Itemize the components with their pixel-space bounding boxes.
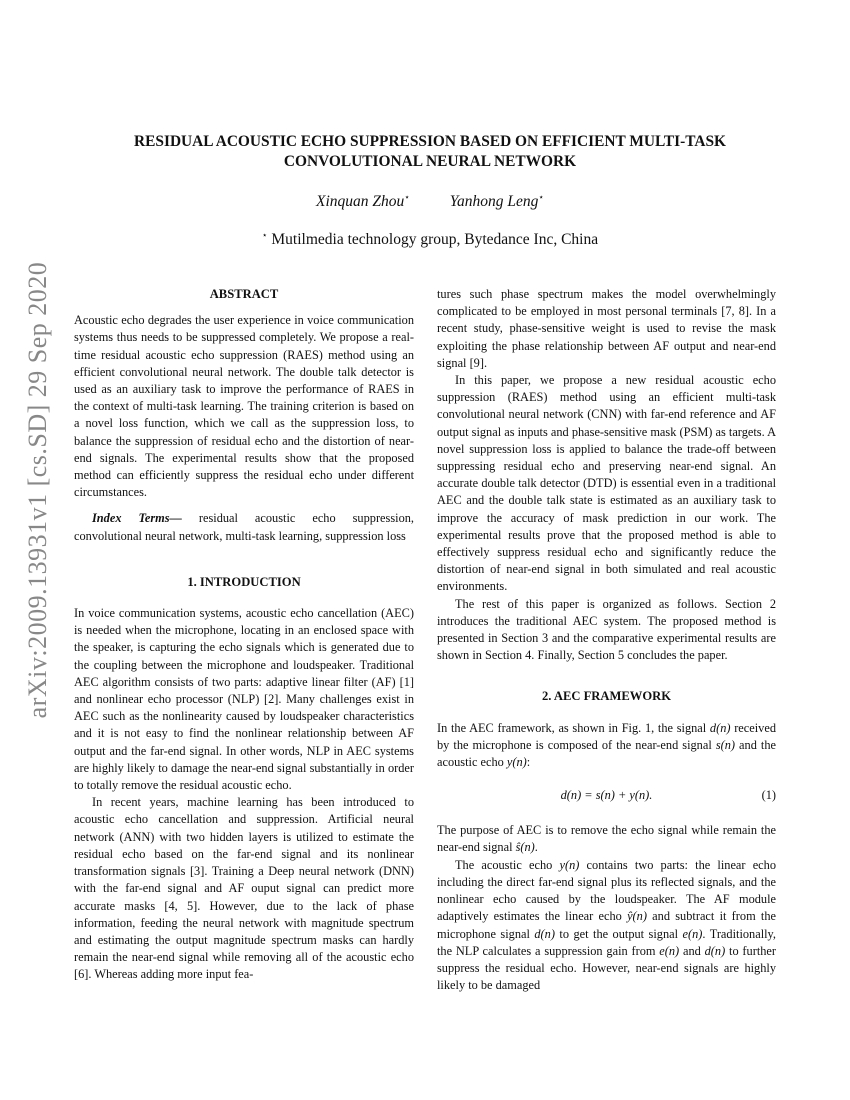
author-1	[316, 193, 410, 210]
intro-paragraph-2-continued: tures such phase spectrum makes the model overwhelmingly complicated to be employed in most personal terminals [7, 8]. In a recent study, phase-sensitive weight is used to revise the mask exploiting the phase relationship between AF output and near-end signal [9].	[437, 287, 776, 370]
math-y-hat-n: ŷ(n)	[627, 909, 647, 924]
author-1-name: Xinquan Zhou	[315, 193, 405, 210]
abstract-heading: ABSTRACT	[209, 287, 279, 301]
abstract-text: Acoustic echo degrades the user experience in voice communication systems thus needs to be suppressed completely. We propose a real-time residual acoustic echo suppression (RAES) method using an efficient convolutional neural network. The double talk detector is used as an auxiliary task to improve the performance of RAES in the context of multi-task learning. The training criterion is based on a novel loss function, which we call as the suppression loss, to balance the suppression of residual echo and the distortion of near-end signals. The experimental results show that the proposed method can efficiently suppress the residual echo under different circumstances.	[74, 313, 414, 500]
intro-paragraph-1: In voice communication systems, acoustic echo cancellation (AEC) is needed when the microphone, locating in an enclosed space with the speaker, is capturing the echo signals which is generated due to the coupling between the microphone and loudspeaker. Traditional AEC algorithm consists of two parts: adaptive linear filter (AF) [1] and nonlinear echo processor (NLP) [2]. Many challenges exist in AEC such as the nonlinearity caused by loudspeaker characteristics and it is not easy to find the nonlinear relationship between AF output and the far-end signal. In other words, NLP in AEC systems are highly likely to damage the near-end signal substantially in order to totally remove the residual acoustic echo.	[74, 606, 414, 793]
author-2-name: Yanhong Leng	[449, 193, 539, 210]
index-terms-label: Index Terms—	[92, 511, 182, 526]
math-e-n: e(n)	[682, 926, 703, 941]
arxiv-id-text: arXiv:2009.13931v1 [cs.SD] 29 Sep 2020	[23, 261, 52, 719]
math-s-hat-n: ŝ(n)	[515, 840, 535, 855]
equation-1-expression: d(n) = s(n) + y(n).	[560, 788, 653, 803]
math-s-n: s(n)	[715, 737, 736, 752]
left-column	[74, 286, 414, 984]
affiliation-text: Mutilmedia technology group, Bytedance Inc, China	[271, 231, 599, 248]
math-d-n-2: d(n)	[534, 926, 555, 941]
index-terms	[74, 510, 414, 544]
math-y-n: y(n)	[506, 755, 527, 770]
aec-framework-heading: 2. AEC FRAMEWORK	[541, 689, 672, 704]
math-d-n: d(n)	[709, 720, 731, 735]
author-list	[90, 192, 770, 211]
equation-1	[437, 787, 776, 804]
title-line-1: RESIDUAL ACOUSTIC ECHO SUPPRESSION BASED ON EFFICIENT MULTI-TASK	[134, 133, 726, 150]
intro-paragraph-3: In this paper, we propose a new residual acoustic echo suppression (RAES) method using an efficient multi-task convolutional neural network (CNN) with far-end reference and AF output signal as inputs and phase-sensitive mask (PSM) as targets. A novel suppression loss is applied to balance the trade-off between suppressing residual echo and preserving near-end signal. An accurate double talk detector (DTD) is essential even in a traditional AEC and the double talk state is estimated as an auxiliary task to improve the accuracy of mask prediction in our work. The experimental results prove that the proposed method is able to effectively suppress residual echo and significantly reduce the distortion of near-end signal in both simulated and real acoustic environments.	[437, 373, 776, 594]
intro-paragraph-2: In recent years, machine learning has been introduced to acoustic echo cancellation and suppression. Artificial neural network (ANN) with two hidden layers is utilized to estimate the residual echo based on the far-end signal and its nonlinear transformation signals [3]. Training a Deep neural network (DNN) with the far-end signal and AF ouput signal can predict more accurate masks [4, 5]. However, due to the lack of phase information, feeding the neural network with magnitude spectrum and estimating the output magnitude spectrum masks can hardly remain the near-end signal while removing all of the acoustic echo [6]. Whereas adding more input fea-	[74, 795, 414, 982]
paper-title	[90, 132, 770, 172]
author-1-star: ⋆	[404, 192, 410, 202]
aec-paragraph-2: The purpose of AEC is to remove the echo signal while remain the near-end signal ŝ(n).	[437, 823, 776, 855]
aec-paragraph-3: The acoustic echo y(n) contains two parts: the linear echo including the direct far-end signal plus its reflected signals, and the nonlinear echo caused by the loudspeaker. The AF module adaptively estimates the linear echo ŷ(n) and subtract it from the microphone signal d(n) to get the output signal e(n). Traditionally, the NLP calculates a suppression gain from e(n) and d(n) to further suppress the residual echo. However, near-end signals are highly likely to be damaged	[437, 857, 777, 993]
aec-paragraph-1: In the AEC framework, as shown in Fig. 1, the signal d(n) received by the microphone is composed of the near-end signal s(n) and the acoustic echo y(n):	[437, 720, 776, 770]
equation-1-number: (1)	[761, 788, 776, 803]
math-y-n-2: y(n)	[559, 857, 580, 872]
index-terms-text: residual acoustic echo suppression, convolutional neural network, multi-task learning, suppression loss	[74, 511, 414, 543]
math-e-n-2: e(n)	[659, 943, 680, 958]
math-d-n-3: d(n)	[704, 943, 726, 958]
title-line-2: CONVOLUTIONAL NEURAL NETWORK	[283, 153, 577, 170]
introduction-heading: 1. INTRODUCTION	[187, 574, 301, 589]
arxiv-identifier-stamp	[0, 0, 56, 1100]
author-2	[450, 193, 544, 210]
intro-paragraph-4: The rest of this paper is organized as follows. Section 2 introduces the traditional AEC system. The proposed method is presented in Section 3 and the comparative experimental results are shown in Section 4. Finally, Section 5 concludes the paper.	[437, 596, 776, 663]
right-column	[437, 286, 776, 994]
affiliation	[90, 230, 770, 249]
affiliation-star: ⋆	[261, 230, 268, 240]
author-2-star: ⋆	[538, 192, 544, 202]
